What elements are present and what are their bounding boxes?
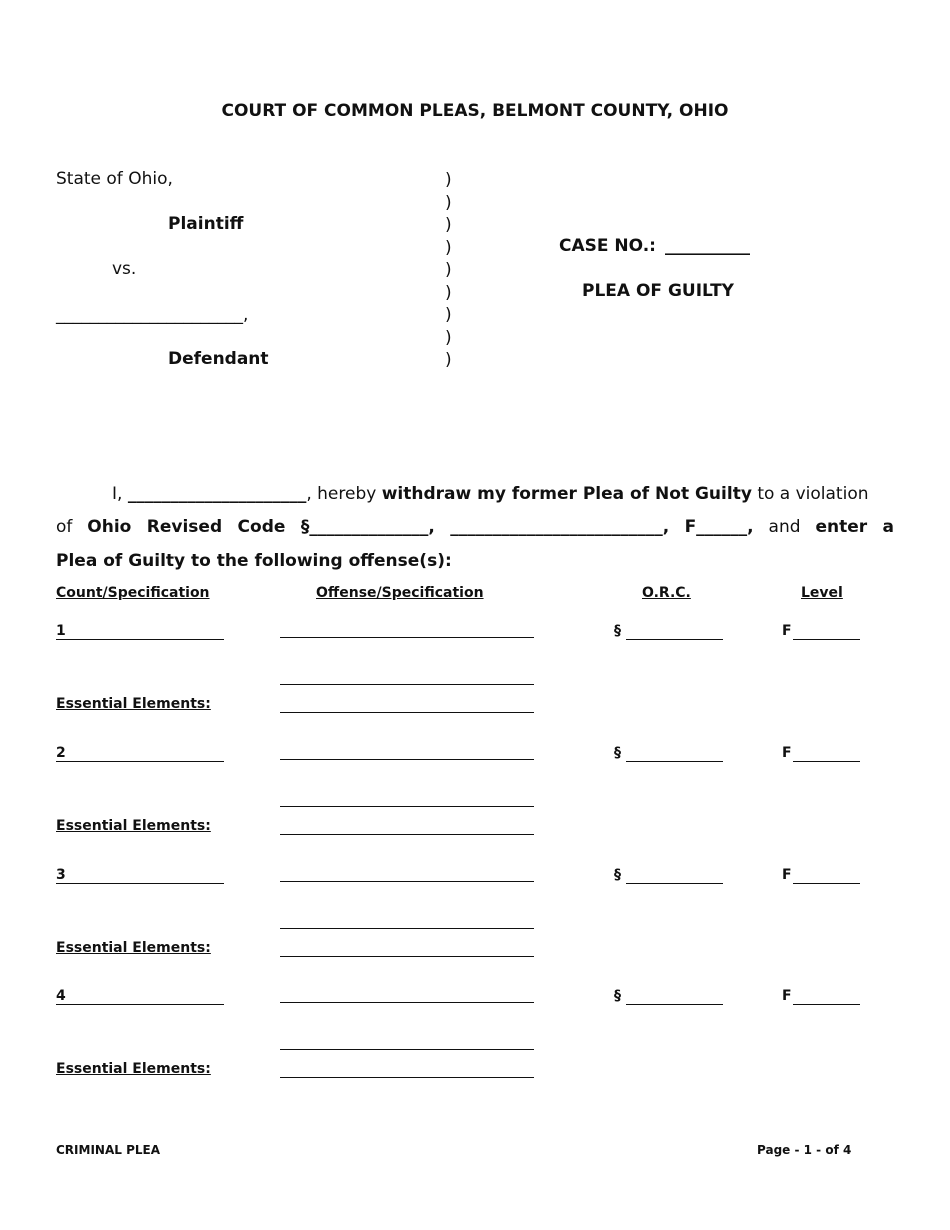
statement-violation: to a violation xyxy=(757,484,869,504)
elements-line[interactable] xyxy=(280,712,534,713)
defendant-name-field[interactable]: _____________________ xyxy=(127,484,307,504)
level-blank[interactable] xyxy=(793,883,860,884)
level-prefix: F xyxy=(782,988,792,1004)
count-blank[interactable] xyxy=(56,761,224,762)
offense-line[interactable] xyxy=(280,1002,534,1003)
elements-line[interactable] xyxy=(280,834,534,835)
plea-statement xyxy=(56,484,894,584)
elements-line[interactable] xyxy=(280,1077,534,1078)
caption-paren: ) xyxy=(445,215,452,235)
level-prefix: F xyxy=(782,623,792,639)
count-number: 4 xyxy=(56,988,66,1004)
offense-line[interactable] xyxy=(280,637,534,638)
essential-elements-label: Essential Elements: xyxy=(56,1061,211,1077)
count-number: 2 xyxy=(56,745,66,761)
state-of-ohio: State of Ohio, xyxy=(56,169,173,189)
caption-paren: ) xyxy=(445,327,452,348)
caption-paren: ) xyxy=(445,170,452,190)
count-number: 3 xyxy=(56,867,66,883)
section-symbol: § xyxy=(614,745,621,761)
offense-line[interactable] xyxy=(280,881,534,882)
plaintiff-label: Plaintiff xyxy=(168,214,244,234)
orc-section-blank[interactable] xyxy=(626,883,723,884)
section-symbol: § xyxy=(614,867,621,883)
header-offense: Offense/Specification xyxy=(316,585,484,601)
level-blank[interactable] xyxy=(793,639,860,640)
statement-line-3: Plea of Guilty to the following offense(s): xyxy=(56,551,452,571)
defendant-label: Defendant xyxy=(168,349,269,369)
essential-elements-label: Essential Elements: xyxy=(56,818,211,834)
caption-paren: ) xyxy=(445,305,452,325)
statement-and: and xyxy=(768,517,801,537)
statement-enter: enter a xyxy=(815,517,894,537)
orc-section-blank[interactable] xyxy=(626,639,723,640)
header-count: Count/Specification xyxy=(56,585,210,601)
statement-hereby: , hereby xyxy=(306,484,377,504)
defendant-name-blank[interactable]: ______________________, xyxy=(56,305,249,325)
caption-paren: ) xyxy=(445,237,452,258)
case-number-blank[interactable]: __________ xyxy=(665,236,750,256)
caption-paren: ) xyxy=(445,350,452,370)
caption-parentheses xyxy=(445,169,452,372)
header-orc: O.R.C. xyxy=(642,585,691,601)
count-blank[interactable] xyxy=(56,883,224,884)
section-symbol: § xyxy=(614,988,621,1004)
caption-paren: ) xyxy=(445,192,452,213)
caption-paren: ) xyxy=(445,282,452,303)
essential-elements-label: Essential Elements: xyxy=(56,696,211,712)
level-blank[interactable] xyxy=(793,1004,860,1005)
statement-of: of xyxy=(56,517,73,537)
level-prefix: F xyxy=(782,745,792,761)
orc-section-fields[interactable]: Ohio Revised Code §______________, _________________________, F______, xyxy=(87,517,754,537)
document-title: PLEA OF GUILTY xyxy=(582,281,734,301)
count-blank[interactable] xyxy=(56,639,224,640)
count-blank[interactable] xyxy=(56,1004,224,1005)
orc-section-blank[interactable] xyxy=(626,761,723,762)
elements-line[interactable] xyxy=(280,806,534,807)
level-blank[interactable] xyxy=(793,761,860,762)
page-number: Page - 1 - of 4 xyxy=(757,1143,852,1157)
essential-elements-label: Essential Elements: xyxy=(56,940,211,956)
court-title: COURT OF COMMON PLEAS, BELMONT COUNTY, OHIO xyxy=(221,101,729,121)
elements-line[interactable] xyxy=(280,928,534,929)
section-symbol: § xyxy=(614,623,621,639)
elements-line[interactable] xyxy=(280,1049,534,1050)
level-prefix: F xyxy=(782,867,792,883)
elements-line[interactable] xyxy=(280,684,534,685)
statement-line-1 xyxy=(56,484,894,504)
versus-label: vs. xyxy=(112,259,137,279)
elements-line[interactable] xyxy=(280,956,534,957)
orc-section-blank[interactable] xyxy=(626,1004,723,1005)
statement-withdraw: withdraw my former Plea of Not Guilty xyxy=(381,484,752,504)
statement-i: I, xyxy=(112,484,123,504)
count-number: 1 xyxy=(56,623,66,639)
caption-paren: ) xyxy=(445,260,452,280)
offense-line[interactable] xyxy=(280,759,534,760)
statement-line-2 xyxy=(56,517,894,537)
case-number-label: CASE NO.: xyxy=(559,236,656,256)
footer-label: CRIMINAL PLEA xyxy=(56,1143,160,1157)
header-level: Level xyxy=(801,585,843,601)
